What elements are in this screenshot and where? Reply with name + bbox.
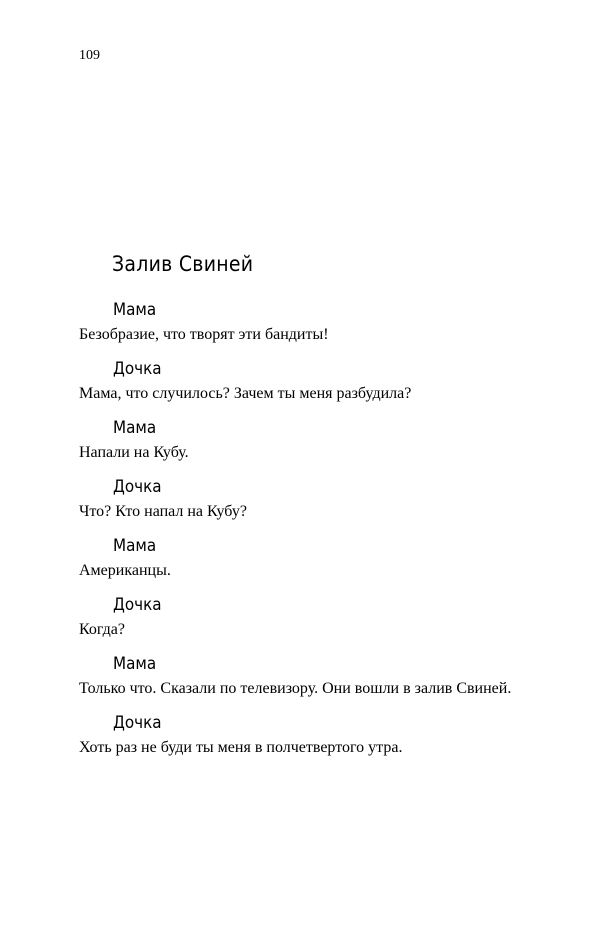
speaker-name: Мама	[113, 300, 157, 319]
dialogue-entry	[79, 357, 519, 407]
speech-line: Только что. Сказали по телевизору. Они вошли в залив Свиней.	[79, 680, 512, 697]
dialogue-entry	[79, 534, 519, 584]
speech-line: Хоть раз не буди ты меня в полчетвертого утра.	[79, 739, 403, 756]
speech-line: Безобразие, что творят эти бандиты!	[79, 326, 329, 343]
section-title: Залив Свиней	[112, 252, 254, 276]
speaker-name: Дочка	[113, 595, 162, 614]
dialogue-entry	[79, 593, 519, 643]
speaker-name: Дочка	[113, 359, 162, 378]
speaker-name: Дочка	[113, 713, 162, 732]
dialogue-entry	[79, 298, 519, 348]
speech-line: Что? Кто напал на Кубу?	[79, 503, 247, 520]
dialogue-entry	[79, 416, 519, 466]
dialogue-entry	[79, 711, 519, 761]
speaker-name: Мама	[113, 536, 157, 555]
speech-line: Когда?	[79, 621, 125, 638]
speaker-name: Дочка	[113, 477, 162, 496]
page-number: 109	[79, 48, 100, 63]
speaker-name: Мама	[113, 418, 157, 437]
speaker-name: Мама	[113, 654, 157, 673]
speech-line: Американцы.	[79, 562, 171, 579]
speech-line: Мама, что случилось? Зачем ты меня разбудила?	[79, 385, 412, 402]
dialogue	[79, 298, 519, 770]
dialogue-entry	[79, 652, 519, 702]
speech-line: Напали на Кубу.	[79, 444, 189, 461]
dialogue-entry	[79, 475, 519, 525]
